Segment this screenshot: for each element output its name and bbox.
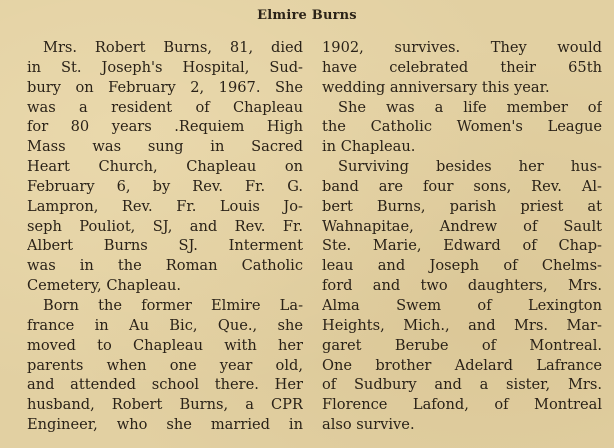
- text-line: have celebrated their 65th: [322, 58, 602, 76]
- text-line: leau and Joseph of Chelms-: [322, 257, 602, 275]
- text-line: of Sudbury and a sister, Mrs.: [322, 376, 602, 394]
- text-line: and attended school there. Her: [27, 376, 303, 394]
- text-line: Cemetery, Chapleau.: [27, 277, 181, 295]
- text-line: france in Au Bic, Que., she: [27, 316, 303, 334]
- text-line: Ste. Marie, Edward of Chap-: [322, 237, 602, 255]
- text-line: was a resident of Chapleau: [27, 98, 303, 116]
- text-line: seph Pouliot, SJ, and Rev. Fr.: [27, 217, 303, 235]
- article-title: Elmire Burns: [257, 8, 357, 23]
- text-line: Engineer, who she married in: [27, 416, 303, 434]
- text-line: bury on February 2, 1967. She: [27, 78, 303, 96]
- text-line: Albert Burns SJ. Interment: [27, 237, 303, 255]
- text-line: February 6, by Rev. Fr. G.: [27, 177, 303, 195]
- text-line: moved to Chapleau with her: [27, 336, 303, 354]
- text-line: parents when one year old,: [27, 356, 303, 374]
- text-line: Alma Swem of Lexington: [322, 296, 602, 314]
- text-line: bert Burns, parish priest at: [322, 197, 602, 215]
- text-line: Surviving besides her hus-: [338, 158, 602, 176]
- text-line: She was a life member of: [338, 98, 602, 116]
- text-line: Heart Church, Chapleau on: [27, 158, 303, 176]
- right-column: [322, 38, 602, 435]
- text-line: ford and two daughters, Mrs.: [322, 277, 602, 295]
- text-line: Lampron, Rev. Fr. Louis Jo-: [27, 197, 303, 215]
- text-line: Wahnapitae, Andrew of Sault: [322, 217, 602, 235]
- text-line: for 80 years .Requiem High: [27, 118, 303, 136]
- text-line: Born the former Elmire La-: [43, 296, 303, 314]
- text-line: in Chapleau.: [322, 138, 416, 156]
- left-column: [27, 38, 303, 435]
- text-line: Mass was sung in Sacred: [27, 138, 303, 156]
- text-line: Mrs. Robert Burns, 81, died: [43, 39, 303, 56]
- text-line: garet Berube of Montreal.: [322, 336, 602, 354]
- text-line: band are four sons, Rev. Al-: [322, 177, 602, 195]
- text-line: in St. Joseph's Hospital, Sud-: [27, 58, 303, 76]
- text-line: One brother Adelard Lafrance: [322, 356, 602, 374]
- text-line: wedding anniversary this year.: [322, 78, 550, 96]
- text-line: Florence Lafond, of Montreal: [322, 396, 602, 414]
- text-line: husband, Robert Burns, a CPR: [27, 396, 303, 414]
- text-line: Heights, Mich., and Mrs. Mar-: [322, 316, 602, 334]
- text-line: 1902, survives. They would: [322, 39, 602, 56]
- text-line: the Catholic Women's League: [322, 118, 602, 136]
- text-line: also survive.: [322, 416, 415, 434]
- text-line: was in the Roman Catholic: [27, 257, 303, 275]
